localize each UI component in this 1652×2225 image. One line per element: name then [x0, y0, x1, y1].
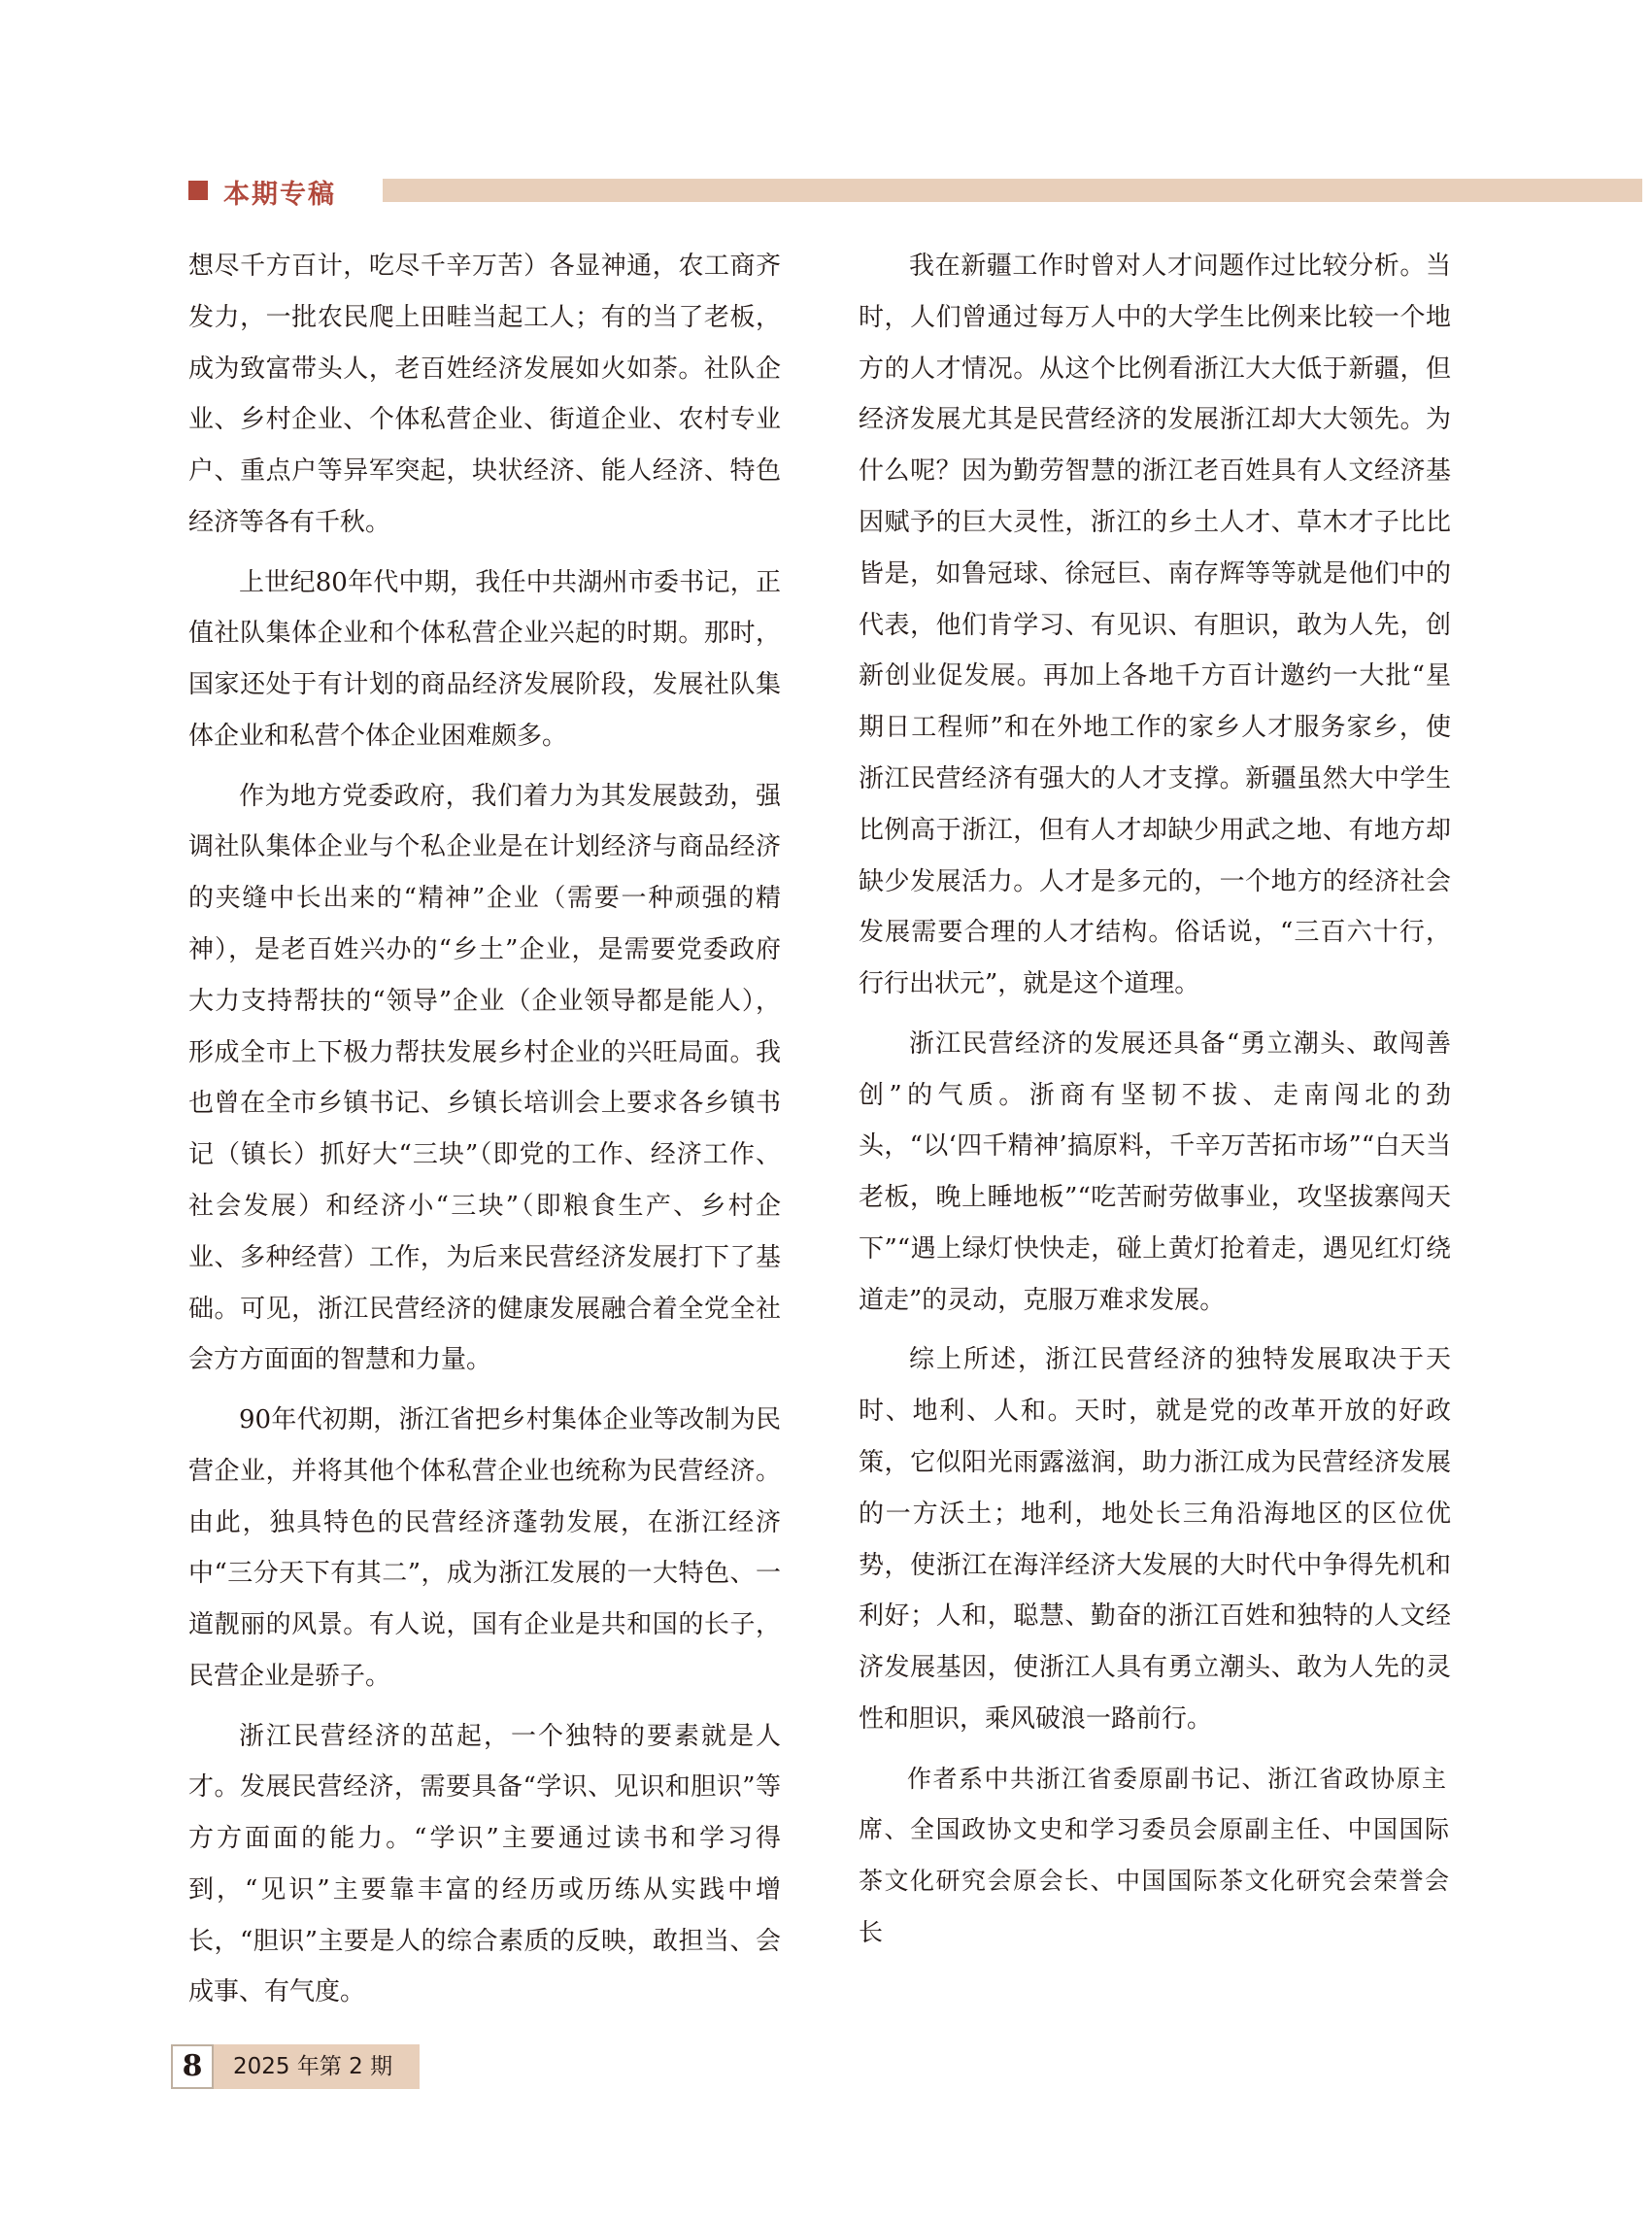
paragraph: 作为地方党委政府，我们着力为其发展鼓劲，强调社队集体企业与个私企业是在计划经济与商品经济的夹缝中长出来的“精神”企业（需要一种顽强的精神），是老百姓兴办的“乡土”企业，是需要党委政府大力支持帮扶的“领导”企业（企业领导都是能人），形成全市上下极力帮扶发展乡村企业的兴旺局面。我也曾在全市乡镇书记、乡镇长培训会上要求各乡镇书记（镇长）抓好大“三块”（即党的工作、经济工作、社会发展）和经济小“三块”（即粮食生产、乡村企业、多种经营）工作，为后来民营经济发展打下了基础。可见，浙江民营经济的健康发展融合着全党全社会方方面面的智慧和力量。: [188, 781, 781, 1375]
header-bar: [383, 179, 1642, 202]
paragraph: 浙江民营经济的茁起，一个独特的要素就是人才。发展民营经济，需要具备“学识、见识和胆识”等方方面面的能力。“学识”主要通过读书和学习得到，“见识”主要靠丰富的经历或历练从实践中增长，“胆识”主要是人的综合素质的反映，敢担当、会成事、有气度。: [188, 1721, 781, 2007]
author-note: 作者系中共浙江省委原副书记、浙江省政协原主席、全国政协文史和学习委员会原副主任、中国国际茶文化研究会原会长、中国国际茶文化研究会荣誉会长: [859, 1764, 1451, 1946]
page-number: 8: [171, 2044, 214, 2089]
paragraph: 想尽千方百计，吃尽千辛万苦）各显神通，农工商齐发力，一批农民爬上田畦当起工人；有的当了老板，成为致富带头人，老百姓经济发展如火如荼。社队企业、乡村企业、个体私营企业、街道企业、农村专业户、重点户等异军突起，块状经济、能人经济、特色经济等各有千秋。: [188, 252, 781, 537]
paragraph: 综上所述，浙江民营经济的独特发展取决于天时、地利、人和。天时，就是党的改革开放的好政策，它似阳光雨露滋润，助力浙江成为民营经济发展的一方沃土；地利，地处长三角沿海地区的区位优势，使浙江在海洋经济大发展的大时代中争得先机和利好；人和，聪慧、勤奋的浙江百姓和独特的人文经济发展基因，使浙江人具有勇立潮头、敢为人先的灵性和胆识，乘风破浪一路前行。: [859, 1345, 1451, 1734]
right-column: [859, 241, 1451, 1967]
page-footer: [171, 2044, 420, 2089]
paragraph: 我在新疆工作时曾对人才问题作过比较分析。当时，人们曾通过每万人中的大学生比例来比较一个地方的人才情况。从这个比例看浙江大大低于新疆，但经济发展尤其是民营经济的发展浙江却大大领先。为什么呢？因为勤劳智慧的浙江老百姓具有人文经济基因赋予的巨大灵性，浙江的乡土人才、草木才子比比皆是，如鲁冠球、徐冠巨、南存辉等等就是他们中的代表，他们肯学习、有见识、有胆识，敢为人先，创新创业促发展。再加上各地千方百计邀约一大批“星期日工程师”和在外地工作的家乡人才服务家乡，使浙江民营经济有强大的人才支撑。新疆虽然大中学生比例高于浙江，但有人才却缺少用武之地、有地方却缺少发展活力。人才是多元的，一个地方的经济社会发展需要合理的人才结构。俗话说，“三百六十行，行行出状元”，就是这个道理。: [859, 252, 1451, 999]
section-title: 本期专稿: [223, 180, 336, 210]
paragraph: 90年代初期，浙江省把乡村集体企业等改制为民营企业，并将其他个体私营企业也统称为民营经济。由此，独具特色的民营经济蓬勃发展，在浙江经济中“三分天下有其二”，成为浙江发展的一大特色、一道靓丽的风景。有人说，国有企业是共和国的长子，民营企业是骄子。: [188, 1404, 781, 1691]
issue-label: 2025 年第 2 期: [214, 2044, 420, 2089]
left-column: [188, 241, 781, 2027]
section-header: [188, 175, 1652, 210]
section-marker: [188, 181, 208, 200]
paragraph: 上世纪80年代中期，我任中共湖州市委书记，正值社队集体企业和个体私营企业兴起的时期。那时，国家还处于有计划的商品经济发展阶段，发展社队集体企业和私营个体企业困难颇多。: [188, 567, 781, 751]
paragraph: 浙江民营经济的发展还具备“勇立潮头、敢闯善创”的气质。浙商有坚韧不拔、走南闯北的劲头，“以‘四千精神’搞原料，千辛万苦拓市场”“白天当老板，晚上睡地板”“吃苦耐劳做事业，攻坚拔寨闯天下”“遇上绿灯快快走，碰上黄灯抢着走，遇见红灯绕道走”的灵动，克服万难求发展。: [859, 1028, 1451, 1315]
